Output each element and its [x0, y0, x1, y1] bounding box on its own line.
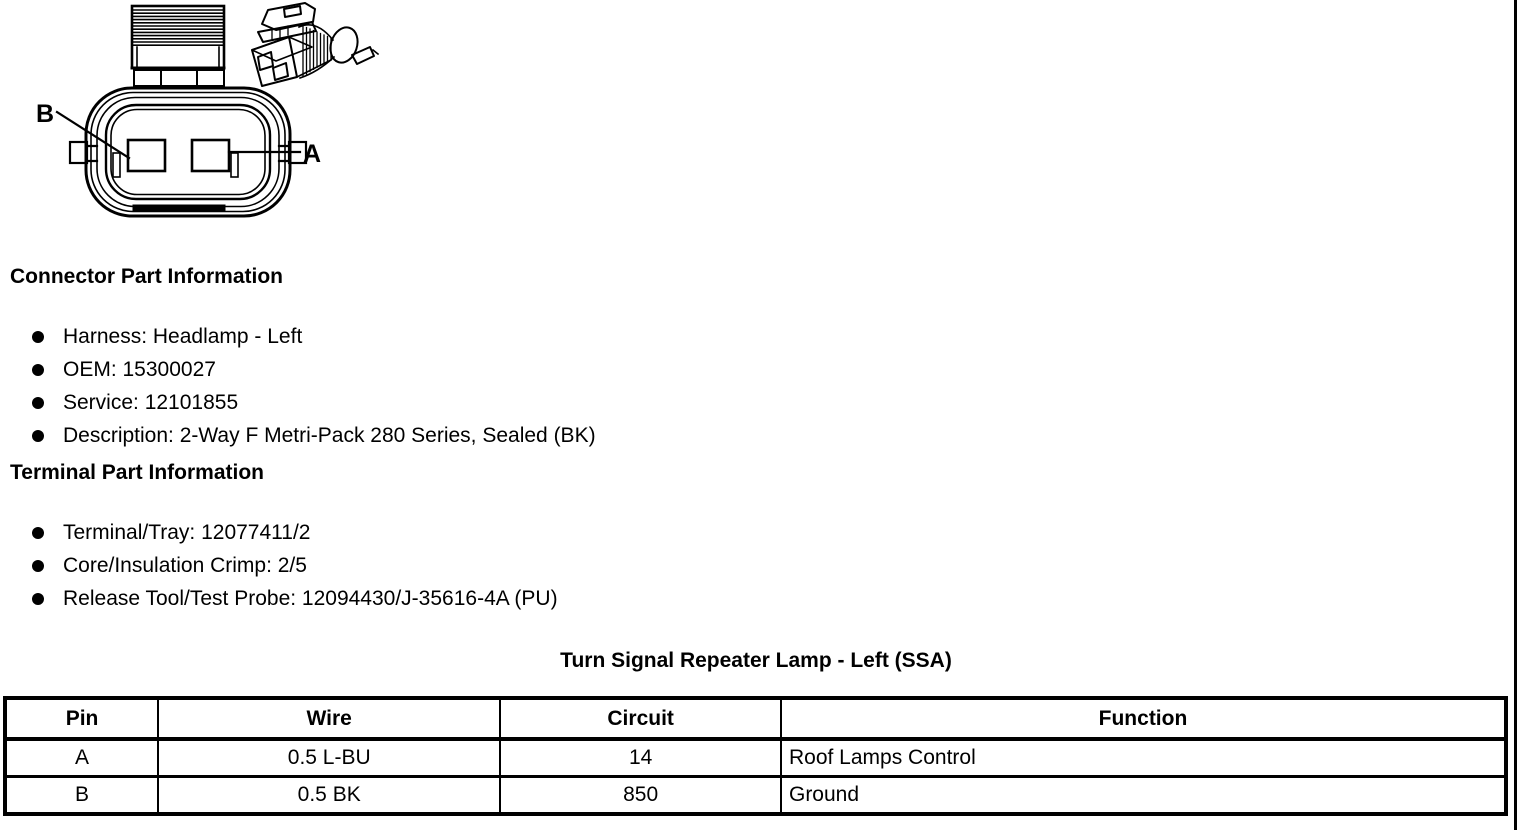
terminal-label-b: B [36, 100, 55, 128]
cell-circuit: 850 [500, 777, 781, 815]
cell-circuit: 14 [500, 739, 781, 777]
bullet-icon [32, 397, 44, 409]
lock-slot-right [231, 153, 238, 177]
list-item-text: Core/Insulation Crimp: 2/5 [63, 553, 307, 577]
page-right-border [1514, 0, 1517, 830]
connector-part-list [32, 320, 596, 452]
list-item [32, 386, 596, 419]
bullet-icon [32, 364, 44, 376]
list-item-text: Service: 12101855 [63, 390, 239, 414]
list-item [32, 353, 596, 386]
table-row [5, 777, 1506, 815]
list-item-text: Description: 2-Way F Metri-Pack 280 Series, Sealed (BK) [63, 423, 596, 447]
connector-part-heading: Connector Part Information [10, 265, 284, 288]
list-item [32, 582, 558, 615]
rear-cap [326, 24, 378, 66]
terminal-part-list [32, 516, 558, 615]
terminal-label-a: A [303, 140, 322, 168]
list-item-text: Harness: Headlamp - Left [63, 324, 303, 348]
cell-pin: A [5, 739, 158, 777]
list-item [32, 549, 558, 582]
connector-diagram [0, 0, 400, 240]
list-item [32, 320, 596, 353]
pinout-table [3, 696, 1508, 816]
cell-function: Roof Lamps Control [781, 739, 1506, 777]
bullet-icon [32, 593, 44, 605]
cell-function: Ground [781, 777, 1506, 815]
list-item-text: Release Tool/Test Probe: 12094430/J-35616-4A (PU) [63, 586, 558, 610]
latch [258, 3, 316, 42]
column-header-circuit: Circuit [500, 698, 781, 739]
cell-wire: 0.5 BK [158, 777, 500, 815]
pinout-table-title: Turn Signal Repeater Lamp - Left (SSA) [560, 649, 952, 672]
connector-front-view [36, 6, 321, 216]
list-item [32, 516, 558, 549]
cell-pin: B [5, 777, 158, 815]
table-row [5, 739, 1506, 777]
list-item-text: Terminal/Tray: 12077411/2 [63, 520, 311, 544]
leader-line-b [57, 112, 129, 158]
bullet-icon [32, 430, 44, 442]
cell-wire: 0.5 L-BU [158, 739, 500, 777]
table-header-row [5, 698, 1506, 739]
terminal-part-heading: Terminal Part Information [10, 461, 264, 484]
column-header-wire: Wire [158, 698, 500, 739]
list-item [32, 419, 596, 452]
cavity-b [128, 140, 165, 171]
lock-slot-left [113, 153, 120, 177]
wire-cover [132, 6, 224, 86]
list-item-text: OEM: 15300027 [63, 357, 216, 381]
bullet-icon [32, 560, 44, 572]
body-box [252, 37, 331, 86]
bullet-icon [32, 527, 44, 539]
bullet-icon [32, 331, 44, 343]
connector-3d-view [252, 3, 378, 86]
column-header-function: Function [781, 698, 1506, 739]
cavity-a [192, 140, 229, 171]
column-header-pin: Pin [5, 698, 158, 739]
